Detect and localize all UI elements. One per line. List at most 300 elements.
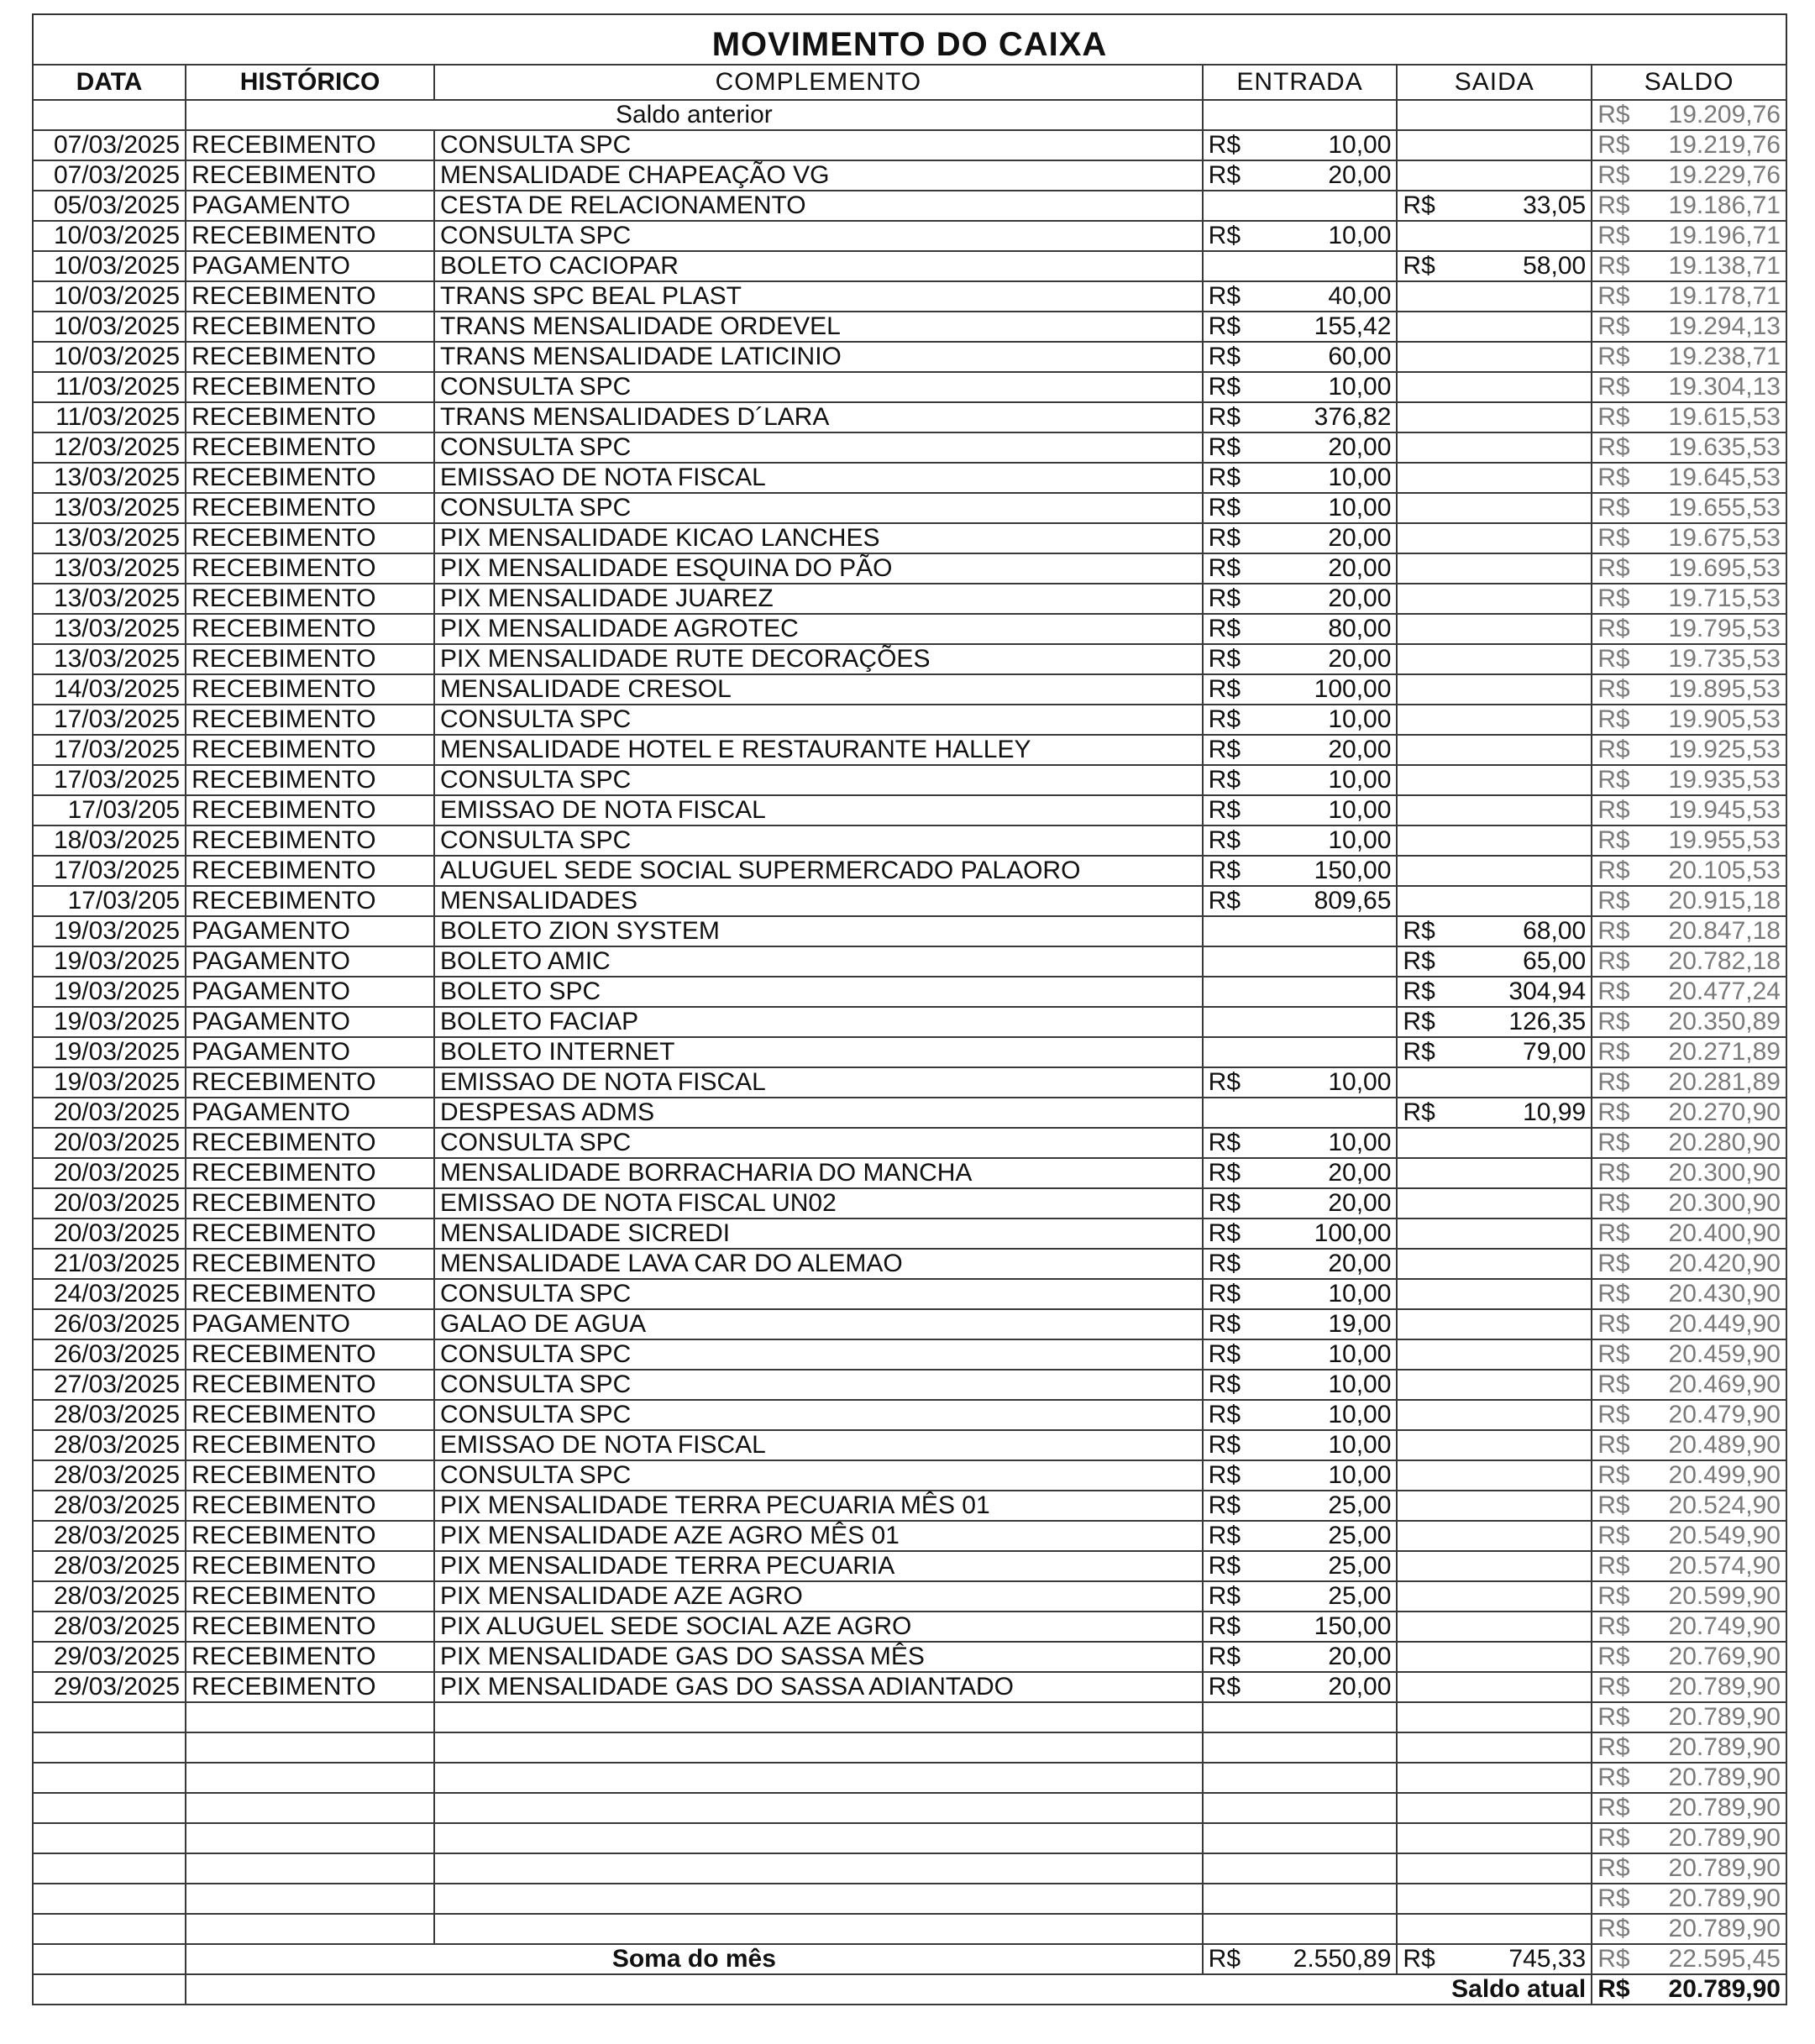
- row-out-value: 304,94: [1508, 977, 1587, 1005]
- row-balance-value: 19.735,53: [1668, 645, 1781, 673]
- table-row: [33, 1128, 1786, 1158]
- row-balance: [1592, 553, 1786, 584]
- currency-label: R$: [1208, 1945, 1241, 1973]
- currency-label: R$: [1208, 826, 1241, 854]
- row-history: RECEBIMENTO: [186, 493, 434, 523]
- row-complement: PIX ALUGUEL SEDE SOCIAL AZE AGRO: [434, 1612, 1203, 1642]
- row-complement: GALAO DE AGUA: [434, 1309, 1203, 1339]
- table-row: [33, 1702, 1786, 1732]
- table-row: [33, 1672, 1786, 1702]
- opening-balance-value: 19.209,76: [1668, 101, 1781, 128]
- row-complement: [434, 1702, 1203, 1732]
- row-out: [1397, 1521, 1592, 1551]
- currency-label: R$: [1597, 1008, 1630, 1035]
- row-in: [1203, 1279, 1398, 1309]
- row-date: 17/03/2025: [33, 856, 186, 886]
- row-in-value: 10,00: [1328, 222, 1392, 249]
- row-complement: CONSULTA SPC: [434, 1400, 1203, 1430]
- totals-row: [33, 1944, 1786, 1974]
- currency-label: R$: [1208, 1280, 1241, 1308]
- row-history: RECEBIMENTO: [186, 1612, 434, 1642]
- currency-label: R$: [1403, 1008, 1435, 1035]
- row-in: [1203, 1037, 1398, 1067]
- row-complement: EMISSAO DE NOTA FISCAL UN02: [434, 1188, 1203, 1219]
- currency-label: R$: [1403, 1038, 1435, 1066]
- row-history: RECEBIMENTO: [186, 553, 434, 584]
- totals-empty: [33, 1944, 186, 1974]
- row-complement: MENSALIDADE CRESOL: [434, 674, 1203, 705]
- row-balance-value: 20.420,90: [1668, 1250, 1781, 1277]
- row-balance-value: 20.789,90: [1668, 1764, 1781, 1791]
- row-balance: [1592, 674, 1786, 705]
- table-row: [33, 1853, 1786, 1884]
- row-in: [1203, 1521, 1398, 1551]
- currency-label: R$: [1597, 1250, 1630, 1277]
- row-balance-value: 20.449,90: [1668, 1310, 1781, 1338]
- row-date: 17/03/205: [33, 886, 186, 916]
- currency-label: R$: [1597, 1764, 1630, 1791]
- currency-label: R$: [1597, 1643, 1630, 1670]
- row-balance: [1592, 1551, 1786, 1581]
- row-balance-value: 19.955,53: [1668, 826, 1781, 854]
- row-out: [1397, 251, 1592, 281]
- row-in: [1203, 1491, 1398, 1521]
- row-balance-value: 20.271,89: [1668, 1038, 1781, 1066]
- table-row: [33, 1279, 1786, 1309]
- row-history: RECEBIMENTO: [186, 312, 434, 342]
- row-history: RECEBIMENTO: [186, 130, 434, 160]
- row-history: RECEBIMENTO: [186, 825, 434, 856]
- totals-in-value: 2.550,89: [1293, 1945, 1392, 1973]
- row-complement: PIX MENSALIDADE AZE AGRO: [434, 1581, 1203, 1612]
- row-history: RECEBIMENTO: [186, 372, 434, 402]
- row-in: [1203, 191, 1398, 221]
- row-in-value: 10,00: [1328, 796, 1392, 824]
- row-in-value: 10,00: [1328, 1371, 1392, 1398]
- row-complement: BOLETO SPC: [434, 977, 1203, 1007]
- row-out: [1397, 1067, 1592, 1098]
- table-row: [33, 1098, 1786, 1128]
- row-balance: [1592, 1763, 1786, 1793]
- row-date: 29/03/2025: [33, 1672, 186, 1702]
- row-balance-value: 19.219,76: [1668, 131, 1781, 159]
- row-history: RECEBIMENTO: [186, 432, 434, 463]
- currency-label: R$: [1208, 615, 1241, 642]
- row-in-value: 376,82: [1314, 403, 1392, 431]
- row-balance: [1592, 221, 1786, 251]
- row-out: [1397, 674, 1592, 705]
- row-complement: CONSULTA SPC: [434, 372, 1203, 402]
- currency-label: R$: [1597, 1098, 1630, 1126]
- row-in-value: 10,00: [1328, 1280, 1392, 1308]
- currency-label: R$: [1208, 403, 1241, 431]
- row-date: 13/03/2025: [33, 523, 186, 553]
- row-balance-value: 20.789,90: [1668, 1673, 1781, 1701]
- row-balance: [1592, 1007, 1786, 1037]
- row-balance: [1592, 916, 1786, 946]
- header-out: SAIDA: [1397, 65, 1592, 100]
- row-balance: [1592, 1823, 1786, 1853]
- row-history: RECEBIMENTO: [186, 1339, 434, 1370]
- row-date: [33, 1823, 186, 1853]
- row-balance: [1592, 795, 1786, 825]
- row-balance-value: 19.635,53: [1668, 433, 1781, 461]
- row-history: RECEBIMENTO: [186, 1219, 434, 1249]
- row-in: [1203, 372, 1398, 402]
- currency-label: R$: [1597, 1189, 1630, 1217]
- currency-label: R$: [1208, 1643, 1241, 1670]
- row-out: [1397, 463, 1592, 493]
- currency-label: R$: [1208, 645, 1241, 673]
- row-complement: PIX MENSALIDADE GAS DO SASSA MÊS: [434, 1642, 1203, 1672]
- table-row: [33, 614, 1786, 644]
- row-balance: [1592, 1188, 1786, 1219]
- row-balance-value: 20.459,90: [1668, 1340, 1781, 1368]
- row-balance: [1592, 1370, 1786, 1400]
- row-balance: [1592, 1793, 1786, 1823]
- row-out: [1397, 1732, 1592, 1763]
- currency-label: R$: [1597, 464, 1630, 491]
- row-complement: MENSALIDADE LAVA CAR DO ALEMAO: [434, 1249, 1203, 1279]
- row-in: [1203, 1914, 1398, 1944]
- row-date: 19/03/2025: [33, 1067, 186, 1098]
- row-balance: [1592, 1581, 1786, 1612]
- table-row: [33, 1339, 1786, 1370]
- row-in: [1203, 130, 1398, 160]
- row-in-value: 20,00: [1328, 645, 1392, 673]
- currency-label: R$: [1597, 584, 1630, 612]
- row-in-value: 10,00: [1328, 494, 1392, 521]
- row-in-value: 25,00: [1328, 1522, 1392, 1549]
- currency-label: R$: [1597, 917, 1630, 945]
- row-in-value: 10,00: [1328, 1129, 1392, 1156]
- row-in: [1203, 1460, 1398, 1491]
- row-balance-value: 20.789,90: [1668, 1703, 1781, 1731]
- row-history: PAGAMENTO: [186, 1309, 434, 1339]
- row-date: 28/03/2025: [33, 1491, 186, 1521]
- currency-label: R$: [1597, 131, 1630, 159]
- currency-label: R$: [1597, 403, 1630, 431]
- currency-label: R$: [1208, 433, 1241, 461]
- row-out: [1397, 1581, 1592, 1612]
- currency-label: R$: [1597, 826, 1630, 854]
- row-balance-value: 20.400,90: [1668, 1219, 1781, 1247]
- row-in: [1203, 523, 1398, 553]
- row-balance: [1592, 1642, 1786, 1672]
- row-date: [33, 1853, 186, 1884]
- currency-label: R$: [1597, 1401, 1630, 1428]
- row-in: [1203, 1581, 1398, 1612]
- row-balance: [1592, 432, 1786, 463]
- row-date: 17/03/205: [33, 795, 186, 825]
- row-history: RECEBIMENTO: [186, 1067, 434, 1098]
- table-row: [33, 553, 1786, 584]
- currency-label: R$: [1208, 131, 1241, 159]
- table-row: [33, 1581, 1786, 1612]
- row-date: 10/03/2025: [33, 281, 186, 312]
- row-history: [186, 1763, 434, 1793]
- row-history: PAGAMENTO: [186, 946, 434, 977]
- row-balance: [1592, 1249, 1786, 1279]
- table-row: [33, 312, 1786, 342]
- row-history: [186, 1884, 434, 1914]
- row-out: [1397, 916, 1592, 946]
- row-history: RECEBIMENTO: [186, 1672, 434, 1702]
- currency-label: R$: [1208, 796, 1241, 824]
- row-out: [1397, 1158, 1592, 1188]
- table-row: [33, 1884, 1786, 1914]
- row-out: [1397, 191, 1592, 221]
- row-balance-value: 20.281,89: [1668, 1068, 1781, 1096]
- row-date: 19/03/2025: [33, 946, 186, 977]
- row-date: 28/03/2025: [33, 1551, 186, 1581]
- currency-label: R$: [1597, 977, 1630, 1005]
- row-balance-value: 19.294,13: [1668, 312, 1781, 340]
- header-complement: COMPLEMENTO: [434, 65, 1203, 100]
- row-in: [1203, 1158, 1398, 1188]
- row-balance-value: 19.229,76: [1668, 161, 1781, 189]
- row-out: [1397, 553, 1592, 584]
- row-complement: CONSULTA SPC: [434, 432, 1203, 463]
- row-balance-value: 20.105,53: [1668, 857, 1781, 884]
- currency-label: R$: [1208, 1310, 1241, 1338]
- row-in-value: 10,00: [1328, 1068, 1392, 1096]
- currency-label: R$: [1208, 736, 1241, 763]
- header-row: [33, 65, 1786, 100]
- row-out: [1397, 1188, 1592, 1219]
- row-balance-value: 20.479,90: [1668, 1401, 1781, 1428]
- row-complement: PIX MENSALIDADE ESQUINA DO PÃO: [434, 553, 1203, 584]
- currency-label: R$: [1597, 1340, 1630, 1368]
- row-balance-value: 20.430,90: [1668, 1280, 1781, 1308]
- row-in-value: 80,00: [1328, 615, 1392, 642]
- row-balance-value: 20.599,90: [1668, 1582, 1781, 1610]
- row-date: 20/03/2025: [33, 1219, 186, 1249]
- row-out: [1397, 1098, 1592, 1128]
- row-complement: CONSULTA SPC: [434, 130, 1203, 160]
- row-complement: [434, 1884, 1203, 1914]
- current-balance-value: 20.789,90: [1668, 1975, 1781, 2003]
- row-in: [1203, 1642, 1398, 1672]
- row-balance: [1592, 856, 1786, 886]
- row-balance-value: 20.789,90: [1668, 1824, 1781, 1852]
- row-date: 28/03/2025: [33, 1612, 186, 1642]
- row-in-value: 100,00: [1314, 1219, 1392, 1247]
- table-row: [33, 1491, 1786, 1521]
- row-history: RECEBIMENTO: [186, 1551, 434, 1581]
- currency-label: R$: [1597, 1431, 1630, 1459]
- row-balance-value: 20.549,90: [1668, 1522, 1781, 1549]
- row-in: [1203, 1188, 1398, 1219]
- row-date: [33, 1732, 186, 1763]
- row-out: [1397, 342, 1592, 372]
- row-balance-value: 20.847,18: [1668, 917, 1781, 945]
- row-date: 14/03/2025: [33, 674, 186, 705]
- row-complement: MENSALIDADES: [434, 886, 1203, 916]
- table-row: [33, 221, 1786, 251]
- opening-balance: [1592, 100, 1786, 130]
- row-date: 28/03/2025: [33, 1521, 186, 1551]
- row-in-value: 60,00: [1328, 343, 1392, 370]
- row-complement: EMISSAO DE NOTA FISCAL: [434, 463, 1203, 493]
- row-in-value: 10,00: [1328, 1461, 1392, 1489]
- row-in-value: 10,00: [1328, 1401, 1392, 1428]
- row-balance: [1592, 1491, 1786, 1521]
- row-in: [1203, 1219, 1398, 1249]
- row-in: [1203, 614, 1398, 644]
- row-in: [1203, 1067, 1398, 1098]
- row-complement: BOLETO INTERNET: [434, 1037, 1203, 1067]
- currency-label: R$: [1597, 1461, 1630, 1489]
- row-in: [1203, 1400, 1398, 1430]
- table-row: [33, 402, 1786, 432]
- row-complement: TRANS MENSALIDADES D´LARA: [434, 402, 1203, 432]
- row-balance-value: 20.280,90: [1668, 1129, 1781, 1156]
- row-in: [1203, 856, 1398, 886]
- row-date: 20/03/2025: [33, 1128, 186, 1158]
- row-date: [33, 1914, 186, 1944]
- row-date: [33, 1793, 186, 1823]
- row-history: [186, 1793, 434, 1823]
- row-in-value: 25,00: [1328, 1491, 1392, 1519]
- row-in-value: 20,00: [1328, 524, 1392, 552]
- row-in: [1203, 584, 1398, 614]
- currency-label: R$: [1208, 343, 1241, 370]
- sheet-title: MOVIMENTO DO CAIXA: [32, 13, 1787, 64]
- header-history: HISTÓRICO: [186, 65, 434, 100]
- row-balance-value: 20.915,18: [1668, 887, 1781, 915]
- row-out-value: 126,35: [1508, 1008, 1587, 1035]
- table-row: [33, 1521, 1786, 1551]
- row-in: [1203, 1884, 1398, 1914]
- row-balance: [1592, 1430, 1786, 1460]
- row-complement: PIX MENSALIDADE RUTE DECORAÇÕES: [434, 644, 1203, 674]
- row-in-value: 10,00: [1328, 373, 1392, 401]
- currency-label: R$: [1597, 101, 1630, 128]
- row-in: [1203, 402, 1398, 432]
- row-balance-value: 19.895,53: [1668, 675, 1781, 703]
- row-in-value: 809,65: [1314, 887, 1392, 915]
- row-out: [1397, 765, 1592, 795]
- header-date: DATA: [33, 65, 186, 100]
- row-out: [1397, 584, 1592, 614]
- currency-label: R$: [1597, 1159, 1630, 1187]
- currency-label: R$: [1208, 1431, 1241, 1459]
- row-balance: [1592, 191, 1786, 221]
- row-in: [1203, 432, 1398, 463]
- table-row: [33, 1249, 1786, 1279]
- row-balance: [1592, 251, 1786, 281]
- row-date: 28/03/2025: [33, 1400, 186, 1430]
- row-in-value: 19,00: [1328, 1310, 1392, 1338]
- table-row: [33, 281, 1786, 312]
- row-date: 19/03/2025: [33, 1007, 186, 1037]
- current-balance-label: Saldo atual: [186, 1974, 1592, 2005]
- opening-empty-in: [1203, 100, 1398, 130]
- row-date: 17/03/2025: [33, 735, 186, 765]
- currency-label: R$: [1597, 1280, 1630, 1308]
- row-in-value: 20,00: [1328, 1250, 1392, 1277]
- row-out: [1397, 372, 1592, 402]
- row-in: [1203, 553, 1398, 584]
- row-out: [1397, 614, 1592, 644]
- currency-label: R$: [1597, 373, 1630, 401]
- row-history: [186, 1853, 434, 1884]
- row-in-value: 150,00: [1314, 1612, 1392, 1640]
- row-out-value: 79,00: [1523, 1038, 1587, 1066]
- currency-label: R$: [1208, 282, 1241, 310]
- currency-label: R$: [1208, 312, 1241, 340]
- row-date: 21/03/2025: [33, 1249, 186, 1279]
- current-balance: [1592, 1974, 1786, 2005]
- row-out: [1397, 1551, 1592, 1581]
- currency-label: R$: [1597, 1582, 1630, 1610]
- row-balance: [1592, 1460, 1786, 1491]
- currency-label: R$: [1597, 736, 1630, 763]
- row-balance: [1592, 886, 1786, 916]
- row-balance: [1592, 342, 1786, 372]
- row-in: [1203, 1128, 1398, 1158]
- row-in-value: 10,00: [1328, 705, 1392, 733]
- row-complement: [434, 1732, 1203, 1763]
- currency-label: R$: [1597, 1552, 1630, 1580]
- currency-label: R$: [1403, 977, 1435, 1005]
- row-balance-value: 19.935,53: [1668, 766, 1781, 794]
- opening-empty: [33, 100, 186, 130]
- row-date: 13/03/2025: [33, 644, 186, 674]
- row-balance-value: 19.795,53: [1668, 615, 1781, 642]
- currency-label: R$: [1208, 857, 1241, 884]
- currency-label: R$: [1208, 1673, 1241, 1701]
- row-balance: [1592, 493, 1786, 523]
- row-date: 10/03/2025: [33, 342, 186, 372]
- row-in-value: 10,00: [1328, 826, 1392, 854]
- currency-label: R$: [1208, 887, 1241, 915]
- row-balance: [1592, 614, 1786, 644]
- row-complement: TRANS SPC BEAL PLAST: [434, 281, 1203, 312]
- row-history: RECEBIMENTO: [186, 1128, 434, 1158]
- current-empty: [33, 1974, 186, 2005]
- currency-label: R$: [1208, 1401, 1241, 1428]
- row-balance: [1592, 1279, 1786, 1309]
- currency-label: R$: [1208, 1340, 1241, 1368]
- row-in: [1203, 1612, 1398, 1642]
- row-balance: [1592, 644, 1786, 674]
- row-balance: [1592, 160, 1786, 191]
- row-in-value: 25,00: [1328, 1582, 1392, 1610]
- currency-label: R$: [1597, 1915, 1630, 1942]
- row-history: PAGAMENTO: [186, 251, 434, 281]
- row-history: PAGAMENTO: [186, 977, 434, 1007]
- row-balance-value: 20.350,89: [1668, 1008, 1781, 1035]
- row-complement: BOLETO AMIC: [434, 946, 1203, 977]
- row-history: RECEBIMENTO: [186, 1158, 434, 1188]
- row-out: [1397, 795, 1592, 825]
- row-history: RECEBIMENTO: [186, 463, 434, 493]
- currency-label: R$: [1597, 1129, 1630, 1156]
- row-balance-value: 20.789,90: [1668, 1733, 1781, 1761]
- row-date: 28/03/2025: [33, 1430, 186, 1460]
- row-history: RECEBIMENTO: [186, 160, 434, 191]
- row-balance-value: 20.469,90: [1668, 1371, 1781, 1398]
- row-out: [1397, 1430, 1592, 1460]
- row-balance-value: 19.675,53: [1668, 524, 1781, 552]
- row-in: [1203, 493, 1398, 523]
- row-in-value: 10,00: [1328, 1431, 1392, 1459]
- table-row: [33, 946, 1786, 977]
- row-out: [1397, 1370, 1592, 1400]
- row-date: 12/03/2025: [33, 432, 186, 463]
